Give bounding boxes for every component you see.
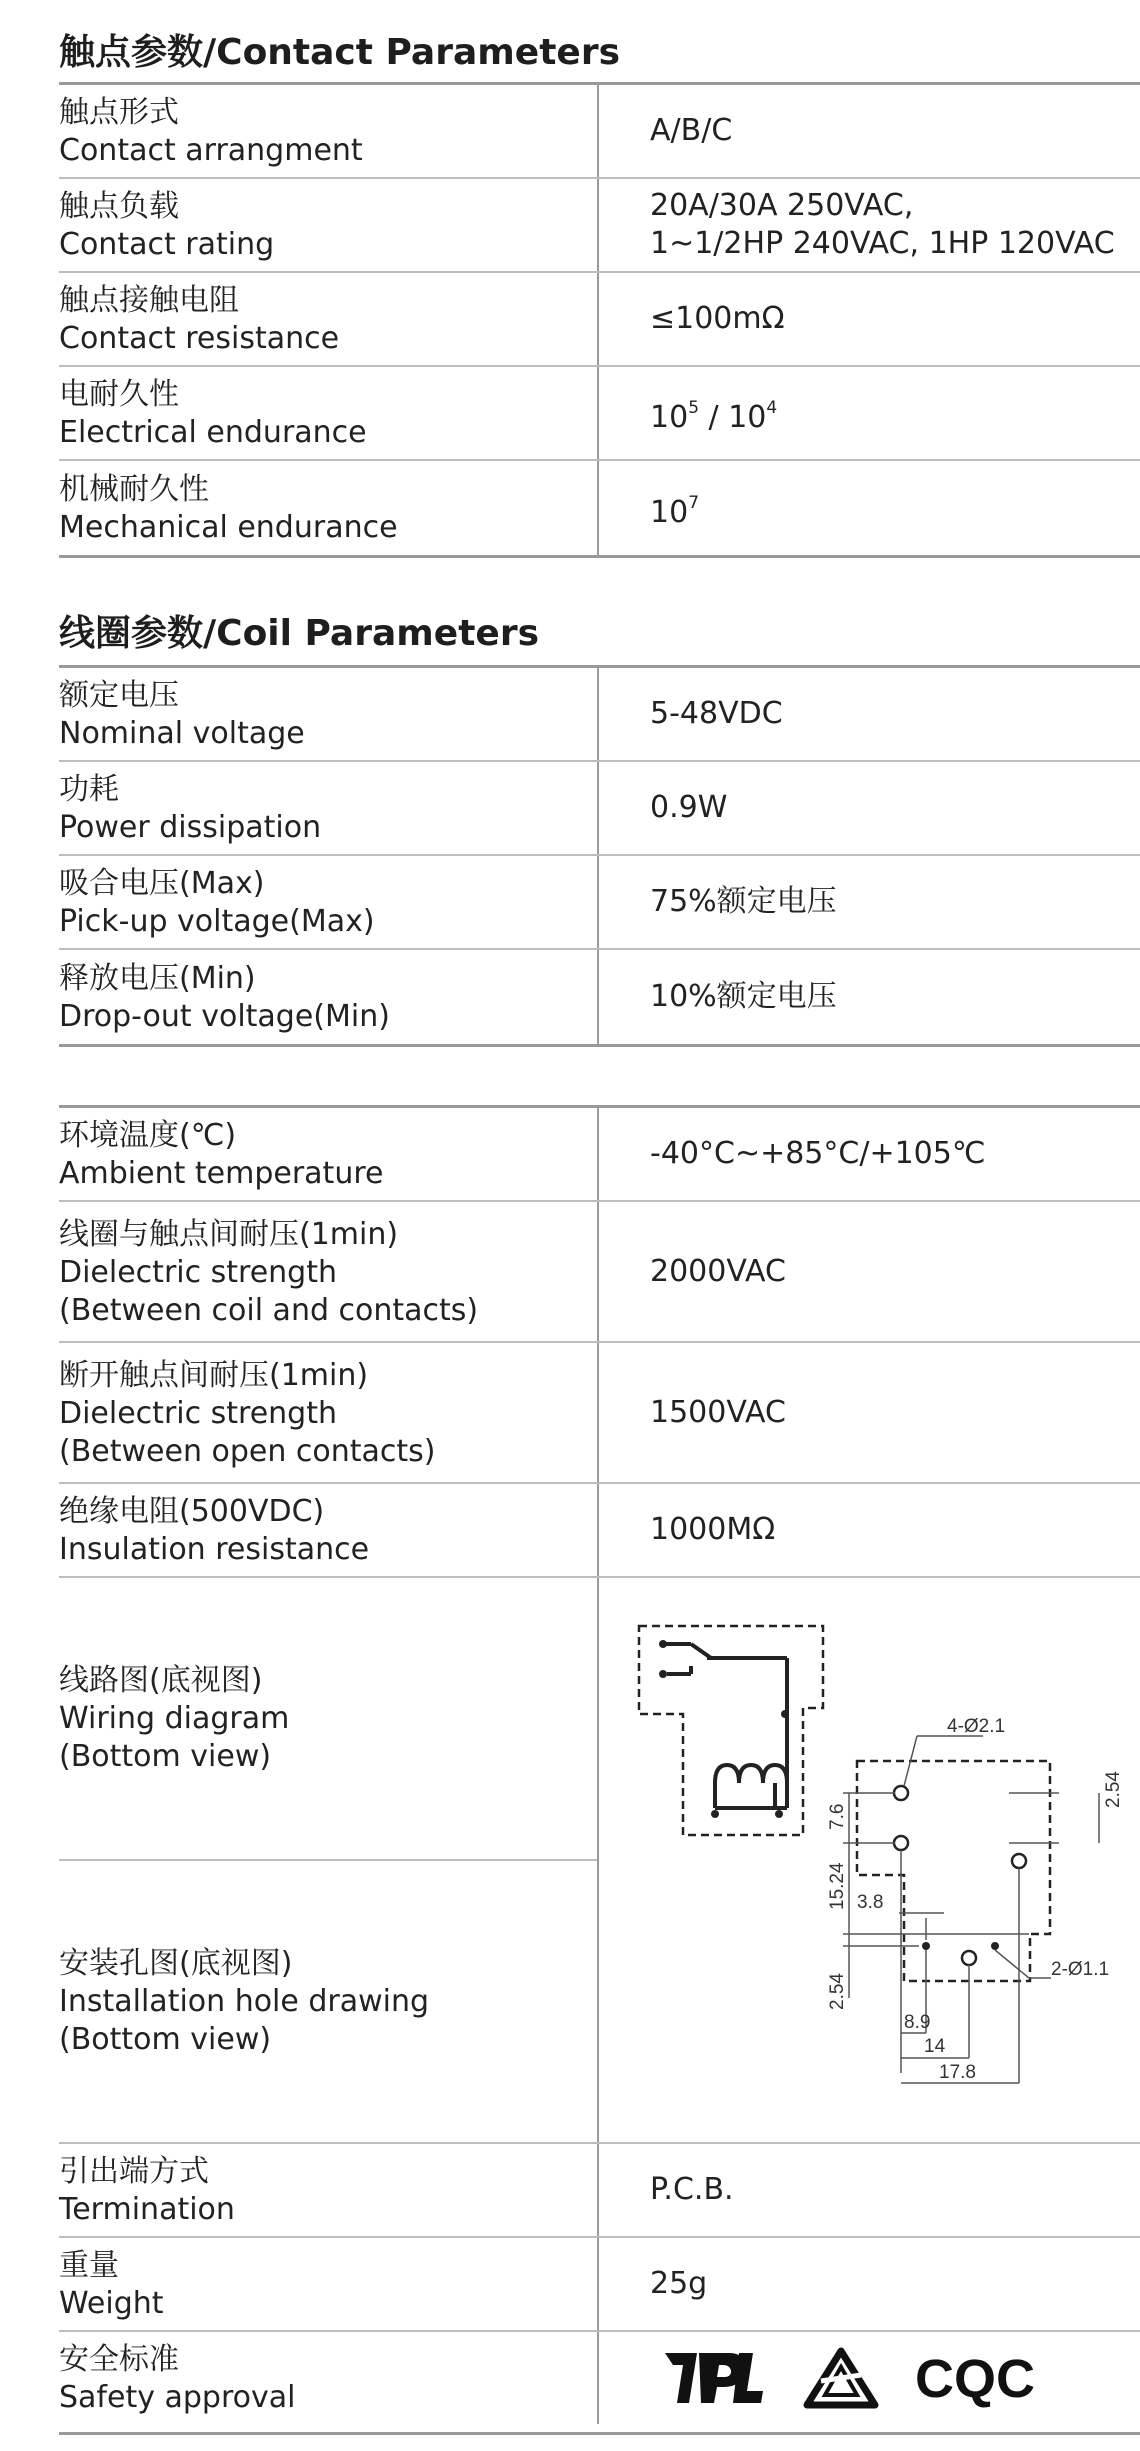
param-label [59,367,599,459]
param-en: Dielectric strength [59,1254,337,1290]
param-cn: 安装孔图(底视图) [59,1945,293,1981]
table-row [59,950,1140,1044]
dim-label: 4-Ø2.1 [947,1716,1006,1737]
param-en: Power dissipation [59,810,322,845]
contact-switch-icon [661,1644,787,1808]
param-en-note: (Between open contacts) [59,1433,436,1469]
table-row [59,2144,1140,2238]
table-row [59,2332,1140,2424]
param-label [59,1202,599,1341]
value-text: 25g [650,2266,708,2301]
param-value [599,85,1140,177]
table-row [59,762,1140,856]
param-label [59,2332,599,2424]
diagram-area [599,1578,1140,2142]
coil-parameters-table [59,665,1140,1047]
param-value [599,461,1140,555]
value-text: 20A/30A 250VAC, [650,188,914,223]
param-label [59,1484,599,1576]
value-separator: / [699,400,729,435]
param-en: Termination [59,2192,235,2227]
param-label [59,950,599,1044]
dim-label: 3.8 [857,1892,884,1913]
param-value [599,668,1140,760]
value-base: 10 [728,400,767,435]
dim-label: 17.8 [939,2062,976,2083]
param-en: Pick-up voltage(Max) [59,904,375,939]
table-row [59,668,1140,762]
param-en: Wiring diagram [59,1700,290,1736]
diagram-row [59,1578,1140,2144]
table-row [59,85,1140,179]
value-base: 10 [650,400,689,435]
param-cn: 环境温度(℃) [59,1118,237,1153]
param-en: Insulation resistance [59,1532,370,1567]
param-label [59,2144,599,2236]
value-text: 1000MΩ [650,1512,776,1547]
dim-label: 7.6 [827,1803,848,1830]
param-cn: 机械耐久性 [59,472,209,507]
value-text: P.C.B. [650,2172,734,2207]
wiring-and-hole-diagram [599,1578,1138,2142]
small-holes [922,1942,999,1950]
table-row [59,1343,1140,1484]
param-value [599,273,1140,365]
param-value [599,2332,1140,2424]
param-en: Ambient temperature [59,1156,384,1191]
tuv-triangle-logo-icon [801,2345,881,2411]
dim-label: 2.54 [1103,1771,1124,1808]
param-label [59,856,599,948]
dim-label: 14 [924,2036,946,2057]
dim-label: 2.54 [827,1973,848,2010]
param-en: Contact arrangment [59,133,363,168]
param-en-note: (Bottom view) [59,2021,272,2057]
param-en-note: (Bottom view) [59,1738,272,1774]
certification-logos [659,2345,1140,2411]
value-exponent: 5 [688,398,700,418]
param-label [59,2238,599,2330]
param-cn: 释放电压(Min) [59,961,256,996]
param-value [599,179,1140,271]
wiring-pins [659,1640,789,1818]
param-label [59,1108,599,1200]
param-label [59,273,599,365]
table-row [59,1108,1140,1202]
mounting-holes [894,1786,1026,1965]
param-cn: 线路图(底视图) [59,1662,263,1698]
table-row [59,367,1140,461]
hole-outline [857,1761,1050,1981]
param-en: Nominal voltage [59,716,305,751]
general-parameters-table [59,1105,1140,2435]
coil-parameters-title: 线圈参数/Coil Parameters [59,613,540,654]
value-exponent: 4 [766,398,778,418]
param-label [59,461,599,555]
table-row [59,856,1140,950]
param-value [599,2144,1140,2236]
cqc-logo-icon [911,2345,1061,2411]
param-value [599,1202,1140,1341]
param-cn: 安全标准 [59,2342,179,2377]
param-en: Safety approval [59,2380,296,2415]
installation-hole-label [59,1861,597,2142]
param-cn: 引出端方式 [59,2154,209,2189]
value-text: ≤100mΩ [650,301,785,336]
table-row [59,273,1140,367]
table-row [59,179,1140,273]
param-value [599,1343,1140,1482]
param-value [599,950,1140,1044]
diagram-labels [59,1578,599,2142]
contact-parameters-table [59,82,1140,558]
param-value [599,367,1140,459]
dim-label: 15.24 [827,1862,848,1910]
param-cn: 触点负载 [59,189,179,224]
param-cn: 功耗 [59,772,119,807]
value-text [650,484,1140,532]
table-row [59,1484,1140,1578]
value-exponent: 7 [688,493,700,513]
param-en: Drop-out voltage(Min) [59,999,390,1034]
value-text: 0.9W [650,790,728,825]
param-cn: 线圈与触点间耐压(1min) [59,1216,399,1252]
param-cn: 触点接触电阻 [59,283,239,318]
param-cn: 触点形式 [59,95,179,130]
param-cn: 重量 [59,2248,119,2283]
table-row [59,2238,1140,2332]
dim-label: 2-Ø1.1 [1051,1959,1110,1980]
coil-icon [715,1765,787,1808]
param-en: Contact rating [59,227,275,262]
param-en: Electrical endurance [59,415,367,450]
param-en: Contact resistance [59,321,340,356]
param-en: Installation hole drawing [59,1983,430,2019]
value-text: -40°C~+85°C/+105℃ [650,1136,986,1171]
value-text: 10%额定电压 [650,979,837,1014]
contact-parameters-title: 触点参数/Contact Parameters [59,32,621,73]
param-en: Mechanical endurance [59,510,398,545]
param-value [599,1108,1140,1200]
table-row [59,1202,1140,1343]
value-text [650,389,1140,437]
table-row [59,461,1140,555]
wiring-diagram-label [59,1578,597,1861]
dim-label: 8.9 [904,2012,931,2033]
param-cn: 吸合电压(Max) [59,866,265,901]
param-value [599,1484,1140,1576]
param-cn: 断开触点间耐压(1min) [59,1357,369,1393]
value-text: 2000VAC [650,1253,786,1289]
value-text-line2: 1~1/2HP 240VAC, 1HP 120VAC [650,226,1115,261]
param-cn: 额定电压 [59,678,179,713]
param-value [599,856,1140,948]
value-text: A/B/C [650,113,733,148]
value-base: 10 [650,495,689,530]
value-text: 5-48VDC [650,696,783,731]
param-cn: 绝缘电阻(500VDC) [59,1494,325,1529]
cqc-logo-text: CQC [915,2349,1035,2409]
param-label [59,85,599,177]
value-text: 75%额定电压 [650,884,837,919]
param-en: Weight [59,2286,164,2321]
param-value [599,762,1140,854]
param-value [599,2238,1140,2330]
param-label [59,179,599,271]
param-label [59,762,599,854]
param-label [59,1343,599,1482]
param-en: Dielectric strength [59,1395,337,1431]
value-text: 1500VAC [650,1394,786,1430]
param-en-note: (Between coil and contacts) [59,1292,479,1328]
ul-logo-icon [659,2345,771,2411]
param-cn: 电耐久性 [59,377,179,412]
param-label [59,668,599,760]
